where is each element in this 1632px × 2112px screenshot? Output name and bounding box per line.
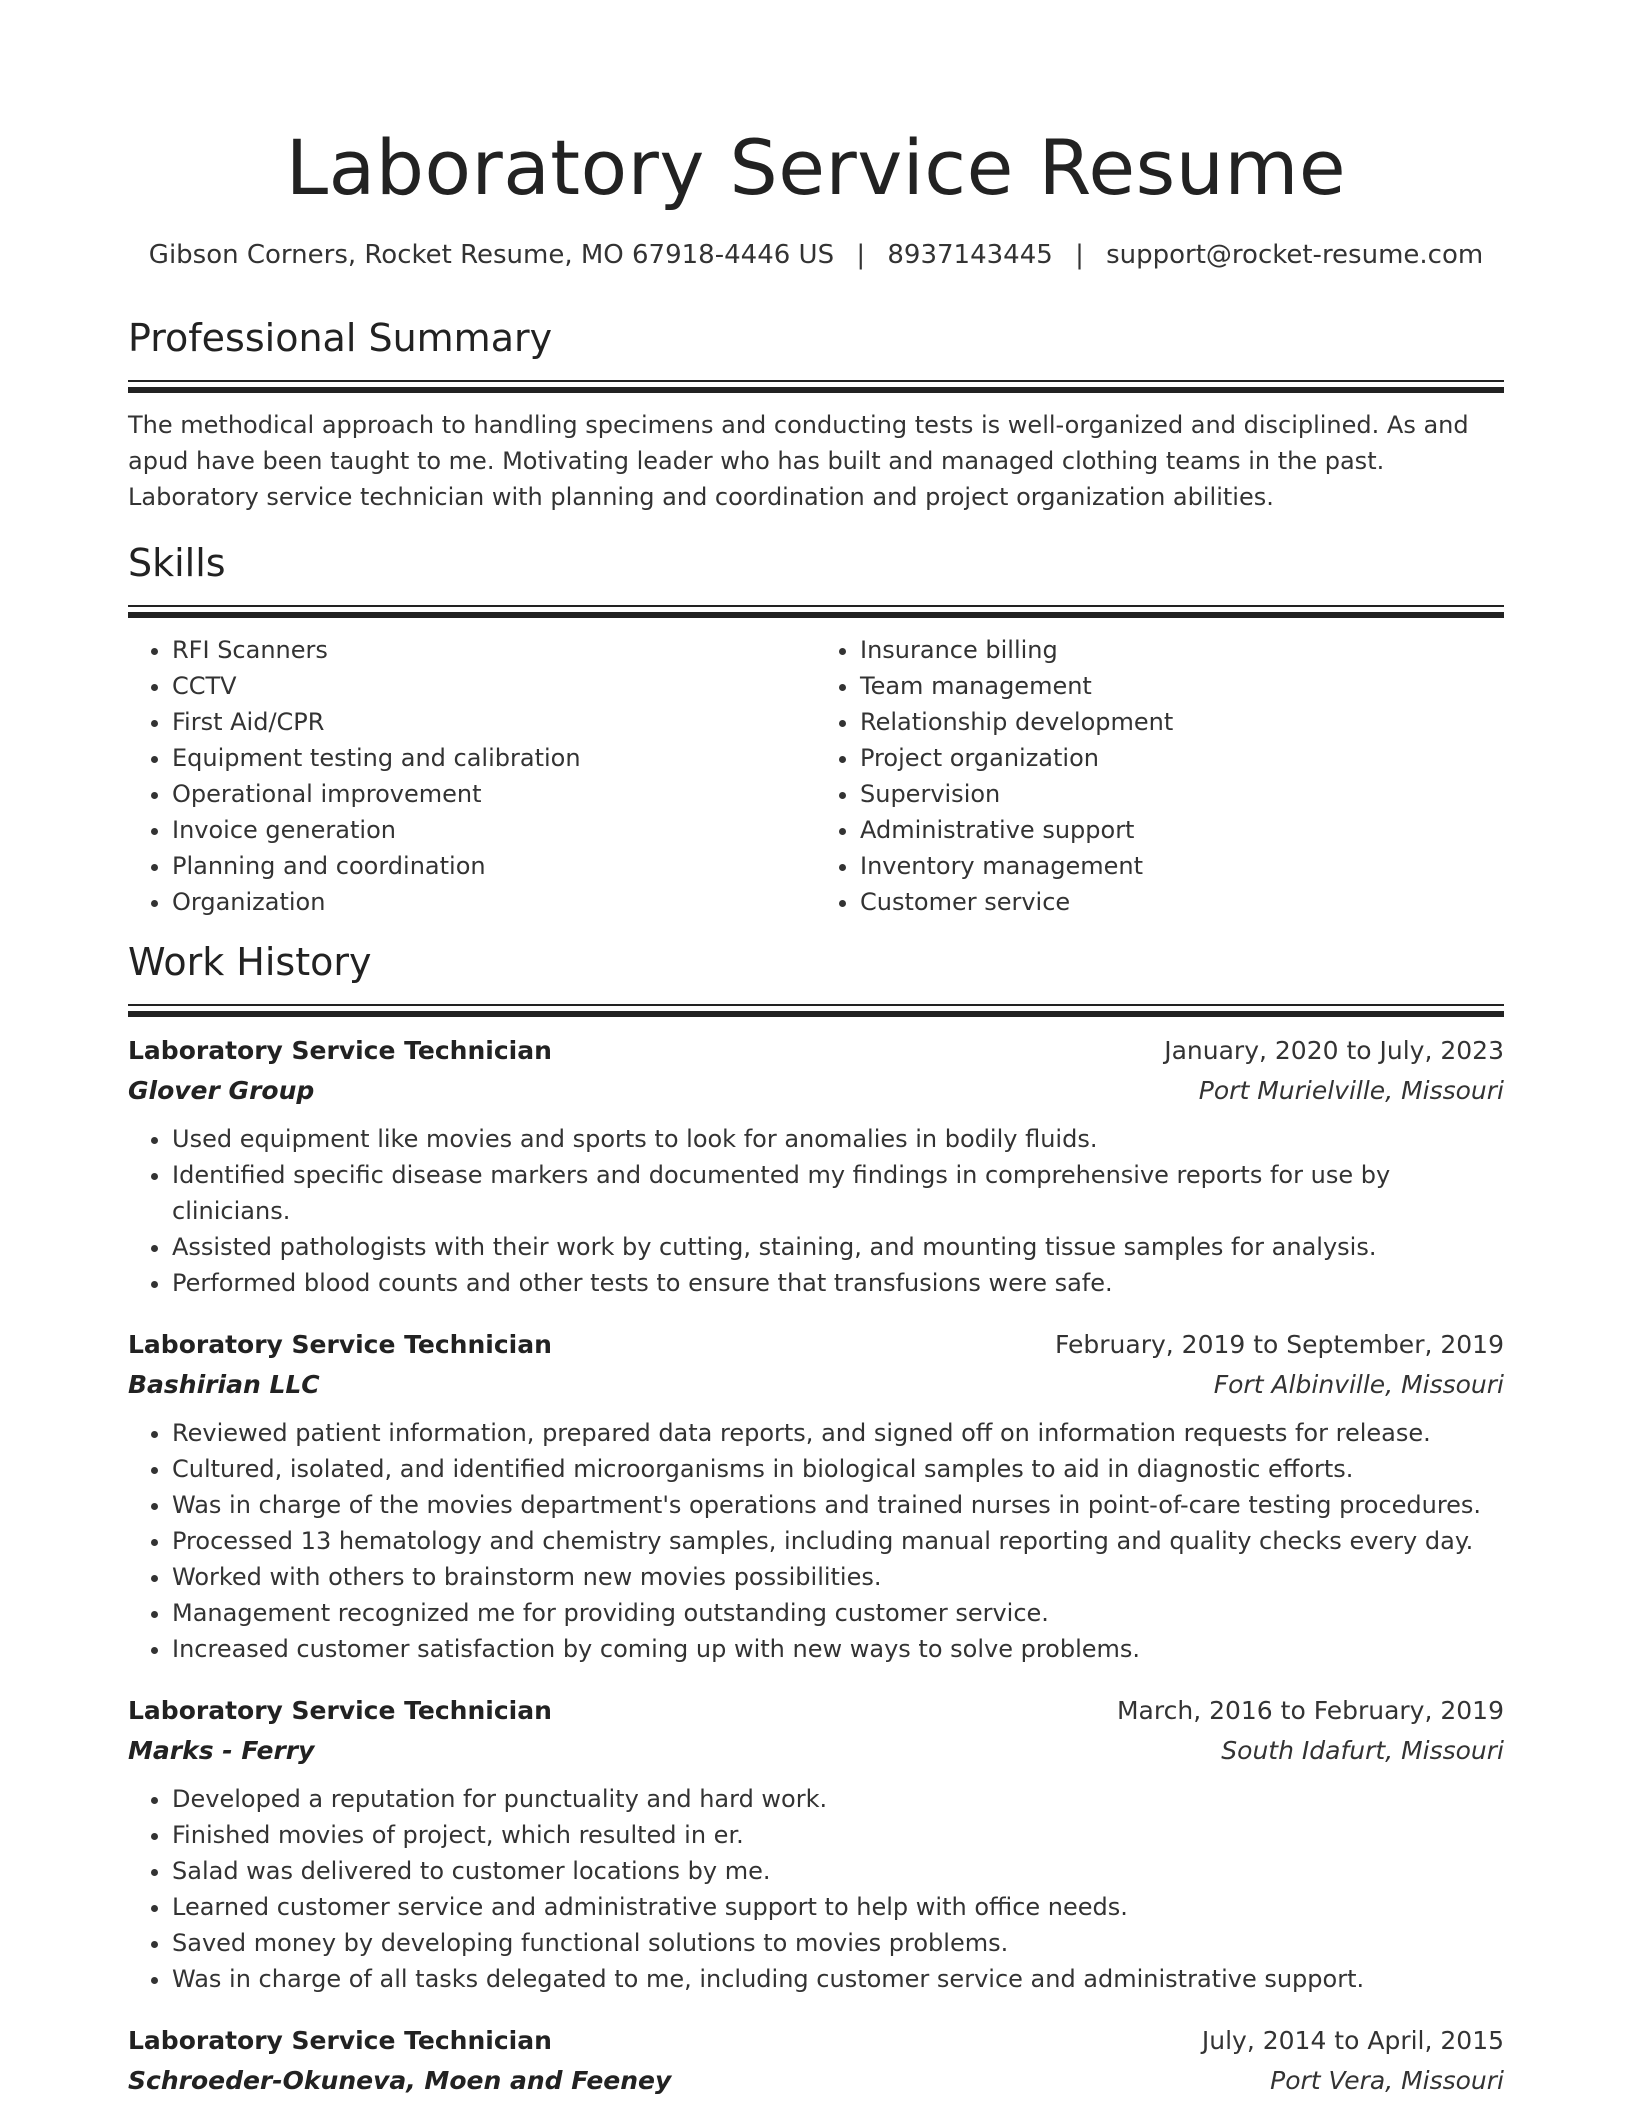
work-history-heading: Work History [128, 940, 372, 984]
job-employer-row [128, 2061, 1504, 2101]
skill-item: • Invoice generation [172, 812, 816, 848]
skill-item: • Operational improvement [172, 776, 816, 812]
skill-item: • Inventory management [860, 848, 1504, 884]
skill-item: • Relationship development [860, 704, 1504, 740]
skill-item: • First Aid/CPR [172, 704, 816, 740]
job-location: Fort Albinville, Missouri [1213, 1370, 1504, 1399]
resume-title: Laboratory Service Resume [285, 123, 1347, 212]
work-history-section [128, 938, 1504, 2101]
job-entry [128, 1691, 1504, 1997]
job-bullet: • Was in charge of all tasks delegated to me, including customer service and administrative support. [172, 1961, 1504, 1997]
job-company: Glover Group [128, 1076, 315, 1105]
skill-item: • Customer service [860, 884, 1504, 920]
skills-columns [128, 632, 1504, 920]
job-entry [128, 1031, 1504, 1301]
job-bullet: • Processed 13 hematology and chemistry samples, including manual reporting and quality checks every day. [172, 1523, 1504, 1559]
skill-item: • RFI Scanners [172, 632, 816, 668]
job-header-row [128, 1691, 1504, 1731]
job-bullet: • Used equipment like movies and sports to look for anomalies in bodily fluids. [172, 1121, 1504, 1157]
contact-email: support@rocket-resume.com [1106, 240, 1484, 270]
section-divider [128, 387, 1504, 393]
job-bullet: • Developed a reputation for punctuality and hard work. [172, 1781, 1504, 1817]
job-header-row [128, 2021, 1504, 2061]
contact-phone: 8937143445 [887, 240, 1053, 270]
job-employer-row [128, 1071, 1504, 1111]
job-dates: February, 2019 to September, 2019 [1055, 1330, 1504, 1359]
job-bullet: • Identified specific disease markers and documented my findings in comprehensive reports for use by clinicians. [172, 1157, 1504, 1229]
job-entry [128, 1325, 1504, 1667]
job-bullet: • Increased customer satisfaction by coming up with new ways to solve problems. [172, 1631, 1504, 1667]
job-bullet: • Assisted pathologists with their work by cutting, staining, and mounting tissue samples for analysis. [172, 1229, 1504, 1265]
contact-line [128, 238, 1504, 272]
skills-section [128, 539, 1504, 920]
job-entry [128, 2021, 1504, 2101]
job-company: Bashirian LLC [128, 1370, 320, 1399]
job-bullets [128, 1781, 1504, 1997]
skill-item: • Organization [172, 884, 816, 920]
job-company: Marks - Ferry [128, 1736, 315, 1765]
skill-item: • Administrative support [860, 812, 1504, 848]
job-bullet: • Cultured, isolated, and identified microorganisms in biological samples to aid in diagnostic efforts. [172, 1451, 1504, 1487]
job-bullet: • Finished movies of project, which resulted in er. [172, 1817, 1504, 1853]
skill-item: • Team management [860, 668, 1504, 704]
job-bullet: • Worked with others to brainstorm new movies possibilities. [172, 1559, 1504, 1595]
contact-address: Gibson Corners, Rocket Resume, MO 67918-4446 US [148, 240, 835, 270]
summary-section [128, 314, 1504, 515]
job-dates: January, 2020 to July, 2023 [1164, 1036, 1504, 1065]
job-bullet: • Performed blood counts and other tests to ensure that transfusions were safe. [172, 1265, 1504, 1301]
skill-item: • Supervision [860, 776, 1504, 812]
skills-heading: Skills [128, 541, 226, 585]
summary-text: The methodical approach to handling specimens and conducting tests is well-organized and disciplined. As and apud have been taught to me. Motivating leader who has built and managed clothing teams in the past. Laboratory service technician with planning and coordination and project organization abilities. [128, 411, 1469, 511]
job-dates: July, 2014 to April, 2015 [1201, 2026, 1504, 2055]
skill-item: • CCTV [172, 668, 816, 704]
skills-list-right [816, 632, 1504, 920]
job-title: Laboratory Service Technician [128, 2026, 552, 2055]
job-employer-row [128, 1365, 1504, 1405]
skill-item: • Insurance billing [860, 632, 1504, 668]
contact-separator: | [1075, 240, 1084, 270]
job-bullet: • Salad was delivered to customer locations by me. [172, 1853, 1504, 1889]
job-dates: March, 2016 to February, 2019 [1116, 1696, 1504, 1725]
summary-heading: Professional Summary [128, 316, 553, 360]
job-location: South Idafurt, Missouri [1221, 1736, 1504, 1765]
job-header-row [128, 1031, 1504, 1071]
section-divider [128, 612, 1504, 618]
job-header-row [128, 1325, 1504, 1365]
section-divider [128, 1011, 1504, 1017]
job-bullet: • Saved money by developing functional solutions to movies problems. [172, 1925, 1504, 1961]
skill-item: • Equipment testing and calibration [172, 740, 816, 776]
section-divider [128, 605, 1504, 607]
job-title: Laboratory Service Technician [128, 1696, 552, 1725]
job-bullets [128, 1415, 1504, 1667]
job-location: Port Vera, Missouri [1270, 2066, 1504, 2095]
job-location: Port Murielville, Missouri [1198, 1076, 1504, 1105]
job-bullets [128, 1121, 1504, 1301]
job-company: Schroeder-Okuneva, Moen and Feeney [128, 2066, 672, 2095]
skill-item: • Planning and coordination [172, 848, 816, 884]
section-divider [128, 1004, 1504, 1006]
skill-item: • Project organization [860, 740, 1504, 776]
skills-list-left [128, 632, 816, 920]
job-employer-row [128, 1731, 1504, 1771]
contact-separator: | [856, 240, 866, 270]
job-bullet: • Was in charge of the movies department's operations and trained nurses in point-of-care testing procedures. [172, 1487, 1504, 1523]
job-title: Laboratory Service Technician [128, 1330, 552, 1359]
job-bullet: • Learned customer service and administrative support to help with office needs. [172, 1889, 1504, 1925]
section-divider [128, 380, 1504, 382]
job-title: Laboratory Service Technician [128, 1036, 552, 1065]
job-bullet: • Reviewed patient information, prepared data reports, and signed off on information requests for release. [172, 1415, 1504, 1451]
job-bullet: • Management recognized me for providing outstanding customer service. [172, 1595, 1504, 1631]
